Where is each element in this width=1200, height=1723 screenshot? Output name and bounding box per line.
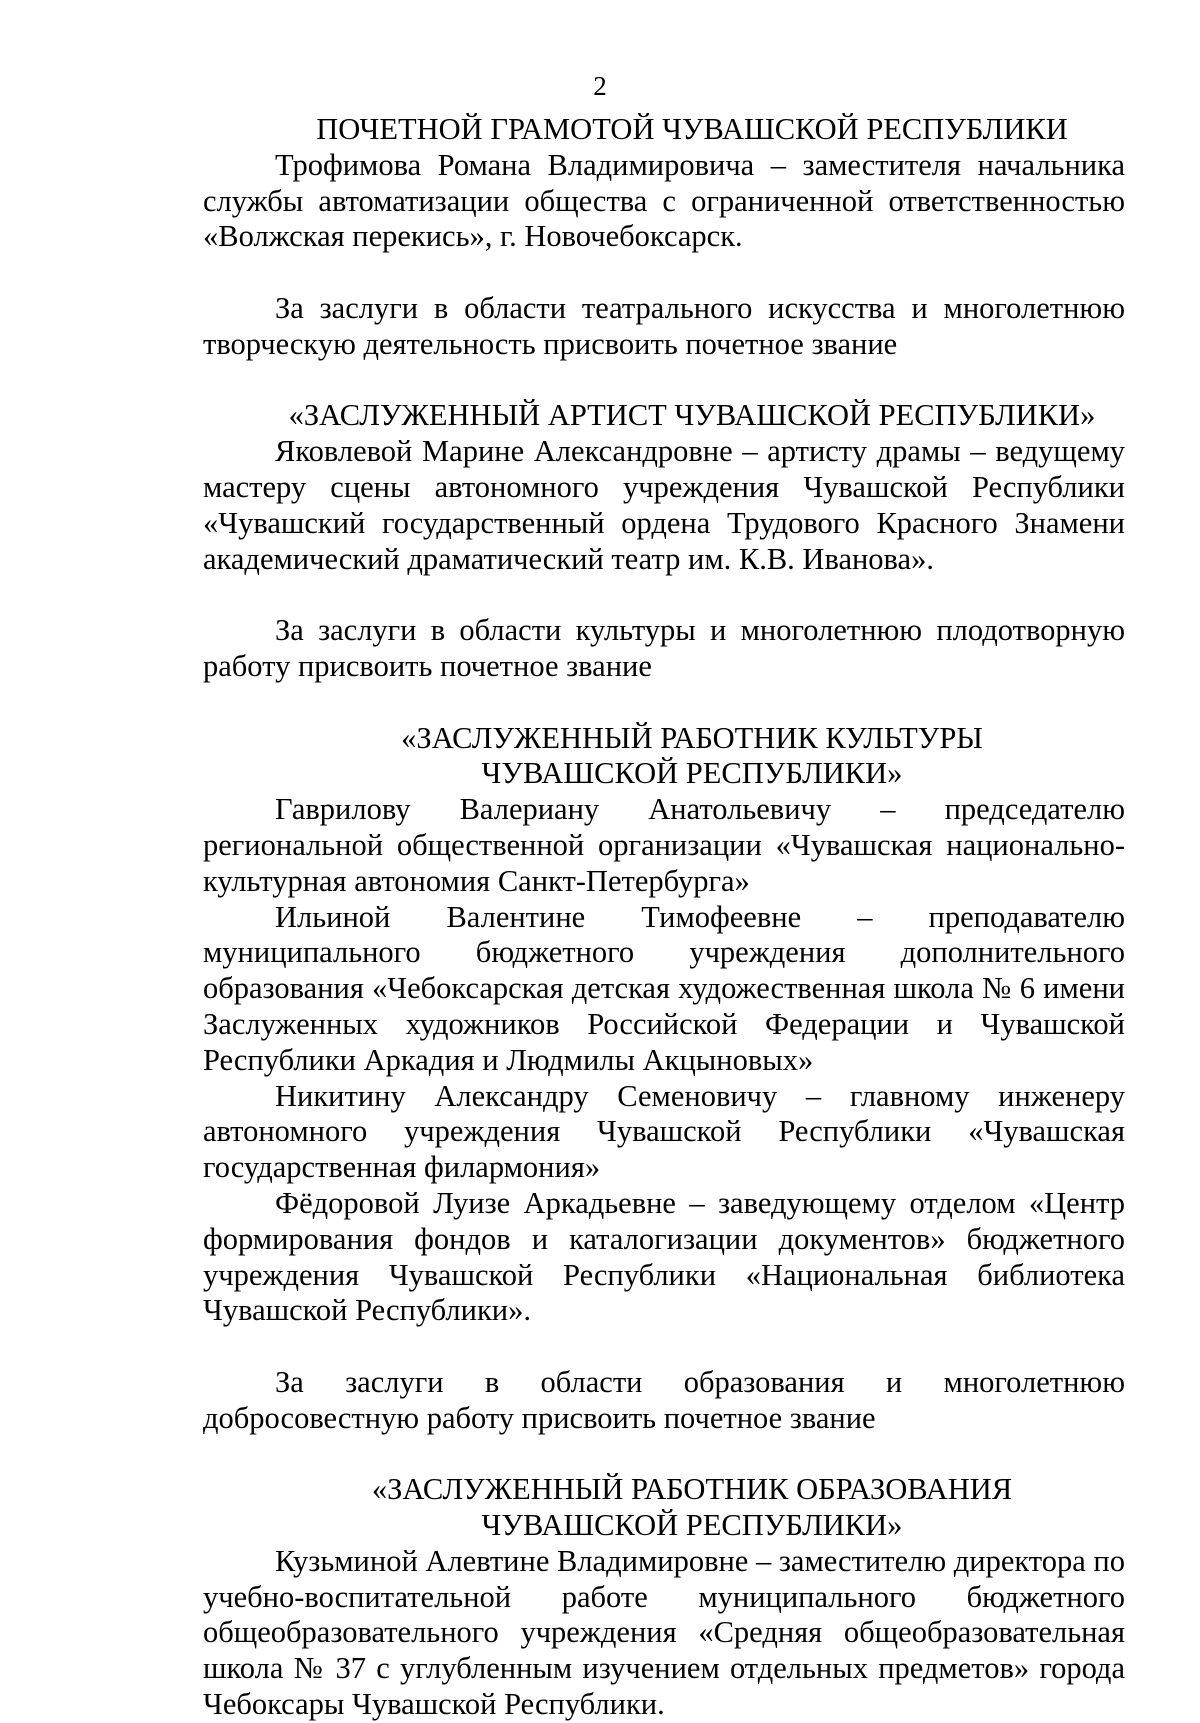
awardee-paragraph: Кузьминой Алевтине Владимировне – заместителю директора по учебно-воспитательной работе муниципального бюджетного общеобразовательного учреждения «Средняя общеобразовательная школа № 37 с углубленным изучением отдельных предметов» города Чебоксары Чувашской Республики. <box>203 1543 1125 1722</box>
award-intro: За заслуги в области образования и многолетнюю добросовестную работу присвоить почетное звание <box>203 1364 1125 1435</box>
award-heading: ПОЧЕТНОЙ ГРАМОТОЙ ЧУВАШСКОЙ РЕСПУБЛИКИ <box>316 112 1068 146</box>
spacer <box>203 255 1125 291</box>
spacer <box>203 363 1125 399</box>
award-intro: За заслуги в области театрального искусства и многолетнюю творческую деятельность присвоить почетное звание <box>203 290 1125 361</box>
spacer <box>203 577 1125 613</box>
awardee-paragraph: Никитину Александру Семеновичу – главному инженеру автономного учреждения Чувашской Республики «Чувашская государственная филармония» <box>203 1078 1125 1185</box>
awardee-paragraph: Яковлевой Марине Александровне – артисту драмы – ведущему мастеру сцены автономного учреждения Чувашской Республики «Чувашский государственный ордена Трудового Красного Знамени академический драматический театр им. К.В. Иванова». <box>203 434 1125 576</box>
document-body <box>203 112 1125 1723</box>
spacer <box>203 1436 1125 1472</box>
awardee-paragraph: Фёдоровой Луизе Аркадьевне – заведующему отделом «Центр формирования фондов и каталогизации документов» бюджетного учреждения Чувашской Республики «Национальная библиотека Чувашской Республики». <box>203 1185 1125 1328</box>
award-heading: «ЗАСЛУЖЕННЫЙ АРТИСТ ЧУВАШСКОЙ РЕСПУБЛИКИ» <box>288 398 1096 433</box>
spacer <box>203 685 1125 721</box>
award-heading: «ЗАСЛУЖЕННЫЙ РАБОТНИК КУЛЬТУРЫ ЧУВАШСКОЙ РЕСПУБЛИКИ» <box>401 720 983 791</box>
page-number: 2 <box>593 71 607 101</box>
awardee-paragraph: Трофимова Романа Владимировича – заместителя начальника службы автоматизации общества с ограниченной ответственностью «Волжская перекись», г. Новочебоксарск. <box>203 147 1125 254</box>
award-heading: «ЗАСЛУЖЕННЫЙ РАБОТНИК ОБРАЗОВАНИЯ ЧУВАШСКОЙ РЕСПУБЛИКИ» <box>371 1472 1013 1543</box>
award-intro: За заслуги в области культуры и многолетнюю плодотворную работу присвоить почетное звание <box>203 613 1125 683</box>
spacer <box>203 1329 1125 1365</box>
awardee-paragraph: Ильиной Валентине Тимофеевне – преподавателю муниципального бюджетного учреждения дополнительного образования «Чебоксарская детская художественная школа № 6 имени Заслуженных художников Российской Федерации и Чувашской Республики Аркадия и Людмилы Акцыновых» <box>203 899 1125 1077</box>
awardee-paragraph: Гаврилову Валериану Анатольевичу – председателю региональной общественной организации «Чувашская национально-культурная автономия Санкт-Петербурга» <box>203 792 1125 898</box>
